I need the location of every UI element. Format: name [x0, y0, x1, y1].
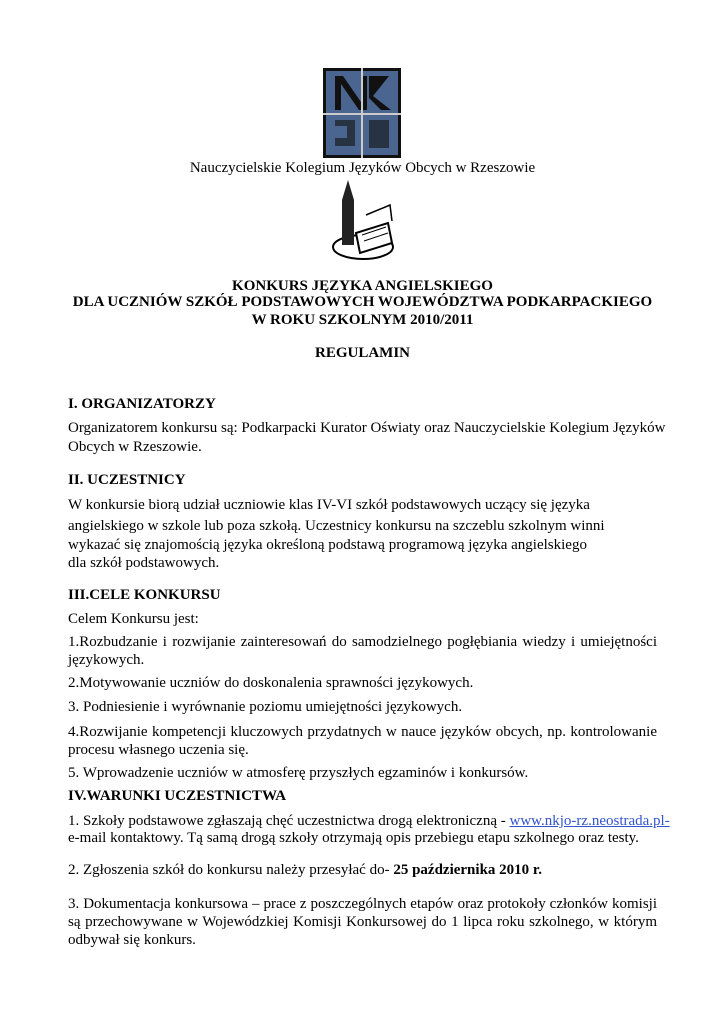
section-heading: IV.WARUNKI UCZESTNICTWA — [68, 788, 287, 804]
subtitle: REGULAMIN — [314, 345, 410, 361]
goal-item: 3. Podniesienie i wyrównanie poziomu umiejętności językowych. — [68, 699, 463, 715]
paragraph-line: wykazać się znajomością języka określoną podstawą programową języka angielskiego — [68, 537, 587, 553]
goal-item: językowych. — [68, 652, 145, 668]
paragraph-line: e-mail kontaktowy. Tą samą drogą szkoły otrzymają opis przebiegu etapu szkolnego oraz testy. — [68, 830, 639, 846]
text: 1. Szkoły podstawowe zgłaszają chęć uczestnictwa drogą elektroniczną - — [68, 813, 510, 829]
goal-item: 2.Motywowanie uczniów do doskonalenia sprawności językowych. — [68, 675, 474, 691]
goal-item: 5. Wprowadzenie uczniów w atmosferę przyszłych egzaminów i konkursów. — [68, 765, 529, 781]
title-line: DLA UCZNIÓW SZKÓŁ PODSTAWOWYCH WOJEWÓDZTWA PODKARPACKIEGO — [72, 294, 653, 310]
paragraph-line — [68, 812, 670, 830]
title-line: W ROKU SZKOLNYM 2010/2011 — [251, 312, 474, 328]
text: 2. Zgłoszenia szkół do konkursu należy przesyłać do- — [68, 862, 394, 878]
goal-item: procesu własnego uczenia się. — [68, 742, 249, 758]
paragraph-line: Celem Konkursu jest: — [68, 611, 199, 627]
paragraph-line: są przechowywane w Wojewódzkiej Komisji Konkursowej do 1 lipca roku szkolnego, w którym — [68, 914, 657, 930]
paragraph-line: 3. Dokumentacja konkursowa – prace z poszczególnych etapów oraz protokoły członków komisji — [68, 896, 657, 912]
paragraph-line: dla szkół podstawowych. — [68, 555, 220, 571]
goal-item: 1.Rozbudzanie i rozwijanie zainteresowań do samodzielnego pogłębiania wiedzy i umiejętności — [68, 634, 657, 650]
nkjo-logo — [323, 68, 401, 158]
paragraph-line — [68, 861, 657, 879]
title-line: KONKURS JĘZYKA ANGIELSKIEGO — [232, 278, 493, 294]
website-link[interactable]: www.nkjo-rz.neostrada.pl- — [509, 813, 670, 829]
building-illustration — [330, 175, 396, 261]
deadline: 25 października 2010 r. — [393, 862, 542, 878]
section-heading: III.CELE KONKURSU — [68, 587, 221, 603]
goal-item: 4.Rozwijanie kompetencji kluczowych przydatnych w nauce języków obcych, np. kontrolowanie — [68, 724, 657, 740]
paragraph-line: angielskiego w szkole lub poza szkołą. Uczestnicy konkursu na szczeblu szkolnym winni — [68, 518, 605, 534]
paragraph-line: Obcych w Rzeszowie. — [68, 439, 202, 455]
section-heading: II. UCZESTNICY — [68, 472, 186, 488]
organization-name: Nauczycielskie Kolegium Języków Obcych w Rzeszowie — [189, 160, 536, 176]
paragraph-line: odbywał się konkurs. — [68, 932, 196, 948]
paragraph-line: W konkursie biorą udział uczniowie klas IV-VI szkół podstawowych uczący się języka — [68, 497, 590, 513]
paragraph-line: Organizatorem konkursu są: Podkarpacki Kurator Oświaty oraz Nauczycielskie Kolegium Języków — [68, 420, 666, 436]
section-heading: I. ORGANIZATORZY — [68, 396, 216, 412]
